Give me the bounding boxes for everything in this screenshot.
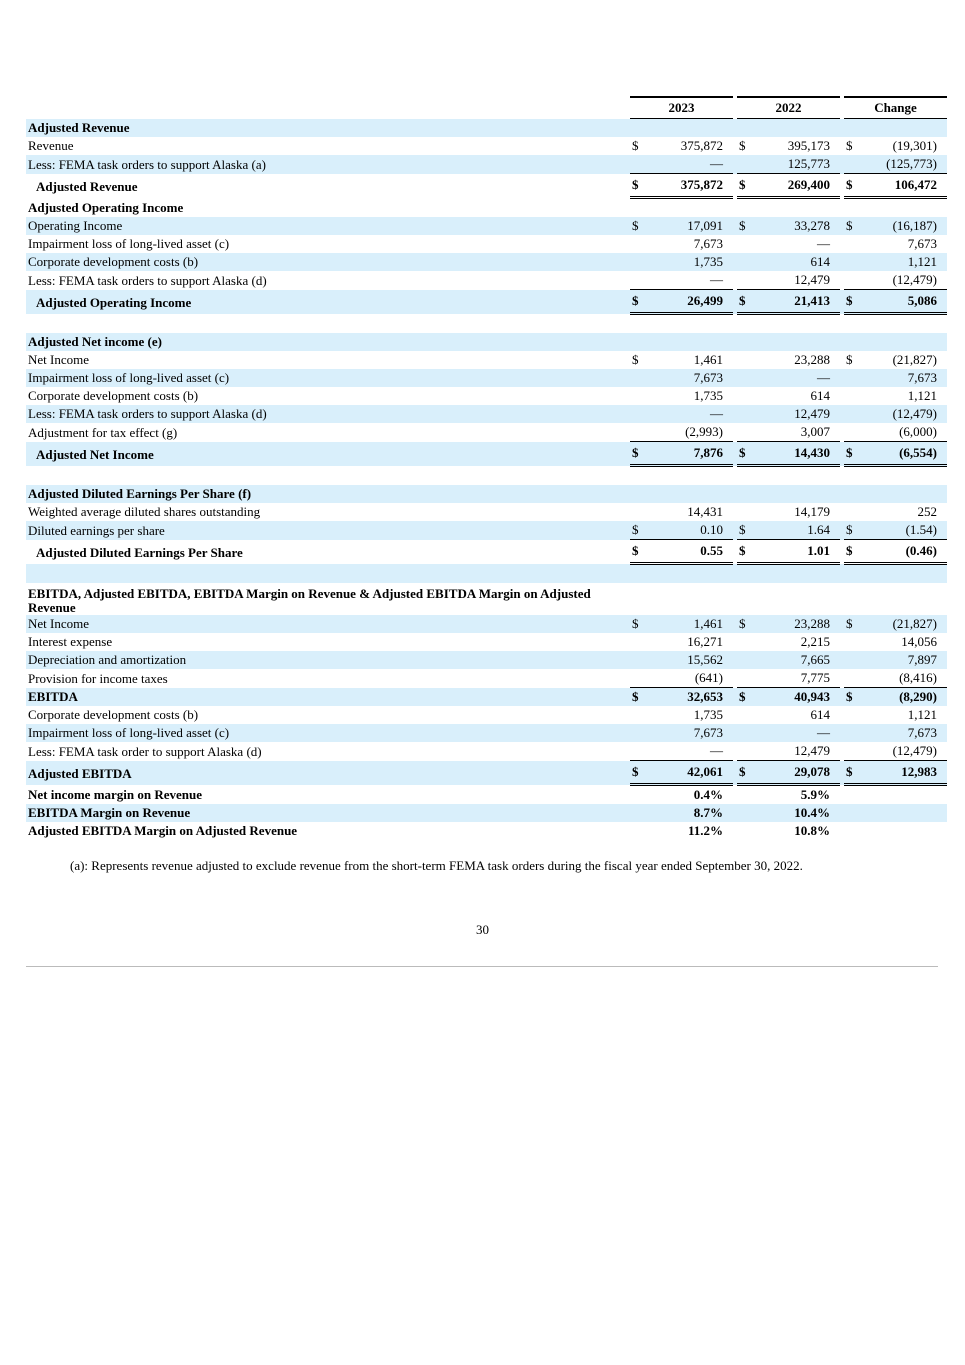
value-3: 106,472 [858,174,947,198]
currency-symbol [737,633,751,651]
value-3: (6,554) [858,442,947,466]
currency-symbol: $ [737,174,751,198]
value-2: 614 [751,253,840,271]
value-1: 1,735 [644,253,733,271]
currency-symbol [737,669,751,688]
currency-symbol [630,669,644,688]
currency-symbol: $ [630,615,644,633]
value-3: (21,827) [892,352,937,367]
value-1: (641) [644,669,733,688]
currency-symbol [844,235,858,253]
value-3: (12,479) [858,271,947,290]
currency-symbol [737,387,751,405]
table-row [26,271,947,290]
table-row [26,369,947,387]
total-row [26,174,947,198]
section-title-row [26,119,947,138]
value-1: 11.2% [687,823,723,838]
value-3: 1,121 [858,253,947,271]
row-label: Impairment loss of long-lived asset (c) [26,369,626,387]
row-label: Weighted average diluted shares outstanding [28,504,261,519]
row-label: Adjusted EBITDA Margin on Adjusted Revenue [28,823,298,838]
row-label: Less: FEMA task orders to support Alaska (d) [26,405,626,423]
currency-symbol [737,742,751,761]
currency-symbol: $ [737,615,751,633]
value-1: — [644,742,733,761]
currency-symbol [844,742,858,761]
currency-symbol: $ [844,174,858,198]
value-2: 14,179 [794,504,830,519]
currency-symbol [630,253,644,271]
row-label: Interest expense [28,634,113,649]
row-label: Less: FEMA task orders to support Alaska (d) [28,272,267,288]
currency-symbol [844,271,858,290]
value-1: 7,673 [644,369,733,387]
value-2: 2,215 [800,634,830,649]
value-1: 7,673 [644,724,733,742]
value-1: — [644,271,733,290]
section-title: Adjusted Operating Income [28,200,184,215]
currency-symbol: $ [632,352,639,367]
table-row [26,724,947,742]
value-1: 7,876 [644,442,733,466]
value-2: 33,278 [751,217,840,235]
value-2: 23,288 [751,615,840,633]
row-label: Adjustment for tax effect (g) [28,424,178,440]
spacer-row [26,314,947,334]
row-label: EBITDA Margin on Revenue [26,804,626,822]
currency-symbol [630,724,644,742]
value-1: 375,872 [680,138,723,153]
row-label: Net Income [26,615,626,633]
row-label: Corporate development costs (b) [28,388,199,403]
table-row [26,669,947,688]
currency-symbol: $ [844,615,858,633]
value-3: (125,773) [858,155,947,174]
currency-symbol [737,271,751,290]
currency-symbol [737,724,751,742]
value-1: 0.55 [644,540,733,564]
value-3: (0.46) [858,540,947,564]
value-3: 5,086 [858,290,947,314]
table-row [26,137,947,155]
currency-symbol [737,235,751,253]
margin-row [26,822,947,840]
table-row [26,155,947,174]
currency-symbol: $ [846,352,853,367]
currency-symbol [844,651,858,669]
row-label: EBITDA [26,688,626,707]
row-label: Corporate development costs (b) [28,707,199,722]
currency-symbol: $ [630,174,644,198]
value-3: (8,290) [858,688,947,707]
currency-symbol: $ [846,138,853,153]
spacer-row [26,466,947,486]
table-row [26,235,947,253]
value-1: 15,562 [644,651,733,669]
value-2: 5.9% [800,787,830,802]
currency-symbol: $ [737,521,751,540]
value-2: 7,665 [751,651,840,669]
row-label: Adjusted Net Income [26,442,626,466]
value-2: 614 [810,388,830,403]
row-label: Adjusted EBITDA [26,761,626,785]
value-1: 1,461 [693,352,723,367]
currency-symbol [844,706,858,724]
page-number: 30 [476,922,489,937]
margin-row [26,804,947,822]
value-1: 0.10 [644,521,733,540]
currency-symbol: $ [844,521,858,540]
section-title: Adjusted Revenue [26,119,626,138]
value-3: 7,673 [858,724,947,742]
value-3: (12,479) [858,405,947,423]
value-2: 21,413 [751,290,840,314]
value-2: 3,007 [751,423,840,442]
currency-symbol [630,423,644,442]
currency-symbol: $ [630,761,644,785]
value-2: — [751,724,840,742]
currency-symbol: $ [737,761,751,785]
value-3: (12,479) [858,742,947,761]
value-2: 23,288 [794,352,830,367]
table-row [26,405,947,423]
currency-symbol [630,742,644,761]
currency-symbol: $ [844,217,858,235]
value-3: 1,121 [907,707,937,722]
value-2: 10.4% [751,804,840,822]
value-1: 8.7% [644,804,733,822]
value-3: 1,121 [907,388,937,403]
currency-symbol [844,369,858,387]
currency-symbol [737,253,751,271]
currency-symbol [844,669,858,688]
row-label: Provision for income taxes [28,670,168,686]
row-label: Diluted earnings per share [26,521,626,540]
table-row [26,633,947,651]
currency-symbol [737,155,751,174]
table-body [26,97,947,840]
total-row [26,290,947,314]
currency-symbol: $ [630,540,644,564]
currency-symbol: $ [737,290,751,314]
table-row [26,387,947,405]
row-label: Corporate development costs (b) [26,253,626,271]
table-row [26,521,947,540]
currency-symbol [844,387,858,405]
row-label: Depreciation and amortization [26,651,626,669]
ebitda-row [26,688,947,707]
currency-symbol: $ [630,217,644,235]
currency-symbol [630,155,644,174]
currency-symbol [737,651,751,669]
currency-symbol: $ [844,442,858,466]
currency-symbol: $ [844,540,858,564]
total-row [26,540,947,564]
currency-symbol: $ [632,138,639,153]
currency-symbol: $ [844,688,858,707]
row-label: Revenue [28,138,74,153]
currency-symbol: $ [630,521,644,540]
reconciliation-table-wrapper [26,96,938,840]
value-2: — [817,236,830,251]
section-title: EBITDA, Adjusted EBITDA, EBITDA Margin on Revenue & Adjusted EBITDA Margin on Adjusted Revenue [28,586,591,615]
value-3: 252 [917,504,937,519]
currency-symbol [630,706,644,724]
header-change: Change [844,97,947,119]
value-1: 14,431 [687,504,723,519]
currency-symbol [844,423,858,442]
value-1: 1,735 [693,707,723,722]
value-2: 12,479 [751,271,840,290]
currency-symbol [737,405,751,423]
section-title-row [26,583,947,615]
value-3: (8,416) [858,669,947,688]
value-3: (16,187) [858,217,947,235]
currency-symbol [844,633,858,651]
value-3: 7,673 [858,369,947,387]
value-2: 1.64 [751,521,840,540]
value-2: 1.01 [751,540,840,564]
table-row [26,615,947,633]
value-1: 375,872 [644,174,733,198]
header-blank [26,97,626,119]
total-row [26,761,947,785]
value-2: 14,430 [751,442,840,466]
header-2022: 2022 [737,97,840,119]
value-3: (6,000) [858,423,947,442]
currency-symbol: $ [630,688,644,707]
value-2: 614 [810,707,830,722]
value-2: 269,400 [751,174,840,198]
currency-symbol [630,387,644,405]
currency-symbol: $ [630,442,644,466]
value-1: 1,461 [644,615,733,633]
value-3: 7,673 [907,236,937,251]
row-label: Impairment loss of long-lived asset (c) [28,236,230,251]
currency-symbol [844,155,858,174]
table-row [26,217,947,235]
currency-symbol: $ [737,217,751,235]
value-1: 32,653 [644,688,733,707]
value-2: — [751,369,840,387]
value-1: (2,993) [644,423,733,442]
row-label: Operating Income [26,217,626,235]
reconciliation-table [26,96,947,840]
footnote: (a): Represents revenue adjusted to exclude revenue from the short-term FEMA task orders during the fiscal year ended September 30, 2022. [70,858,803,873]
value-1: 26,499 [644,290,733,314]
page-divider [26,966,938,967]
value-3: (21,827) [858,615,947,633]
value-1: 7,673 [693,236,723,251]
currency-symbol [737,351,751,369]
currency-symbol [737,423,751,442]
value-1: 42,061 [644,761,733,785]
currency-symbol: $ [737,688,751,707]
value-2: 29,078 [751,761,840,785]
value-2: 10.8% [794,823,830,838]
section-title: Adjusted Net income (e) [26,333,626,351]
currency-symbol [630,369,644,387]
table-row [26,706,947,724]
currency-symbol [844,405,858,423]
value-1: — [644,405,733,423]
table-row [26,351,947,369]
currency-symbol [630,271,644,290]
currency-symbol: $ [844,290,858,314]
table-row [26,503,947,521]
value-1: 16,271 [687,634,723,649]
value-2: 40,943 [751,688,840,707]
table-row [26,651,947,669]
value-2: 125,773 [751,155,840,174]
value-3: 14,056 [901,634,937,649]
table-row [26,423,947,442]
currency-symbol: $ [739,138,746,153]
currency-symbol [844,253,858,271]
value-3: 7,897 [858,651,947,669]
row-label: Less: FEMA task order to support Alaska (d) [28,743,262,759]
value-3: (19,301) [892,138,937,153]
value-2: 7,775 [751,669,840,688]
currency-symbol: $ [737,442,751,466]
row-label: Adjusted Revenue [36,178,138,194]
margin-row [26,785,947,805]
column-header-row [26,97,947,119]
section-title-row [26,198,947,218]
table-row [26,253,947,271]
section-title-row [26,485,947,503]
currency-symbol [737,706,751,724]
row-label: Impairment loss of long-lived asset (c) [26,724,626,742]
currency-symbol [630,633,644,651]
currency-symbol [737,369,751,387]
value-1: 1,735 [693,388,723,403]
currency-symbol: $ [737,540,751,564]
row-label: Adjusted Diluted Earnings Per Share [36,544,243,560]
row-label: Net income margin on Revenue [28,787,203,802]
value-1: 0.4% [693,787,723,802]
currency-symbol [844,503,858,521]
currency-symbol [630,503,644,521]
value-1: 17,091 [644,217,733,235]
total-row [26,442,947,466]
currency-symbol: $ [630,290,644,314]
row-label: Adjusted Operating Income [26,290,626,314]
currency-symbol [737,503,751,521]
row-label: Less: FEMA task orders to support Alaska (a) [26,155,626,174]
table-row [26,742,947,761]
currency-symbol: $ [844,761,858,785]
value-2: 12,479 [751,405,840,423]
value-3: (1.54) [858,521,947,540]
header-2023: 2023 [630,97,733,119]
currency-symbol [844,724,858,742]
value-1: — [644,155,733,174]
currency-symbol [630,235,644,253]
spacer-row [26,564,947,584]
section-title-row [26,333,947,351]
value-3: 12,983 [858,761,947,785]
currency-symbol [630,405,644,423]
section-title: Adjusted Diluted Earnings Per Share (f) [26,485,626,503]
row-label: Net Income [28,352,90,367]
currency-symbol [630,651,644,669]
value-2: 12,479 [751,742,840,761]
value-2: 395,173 [787,138,830,153]
